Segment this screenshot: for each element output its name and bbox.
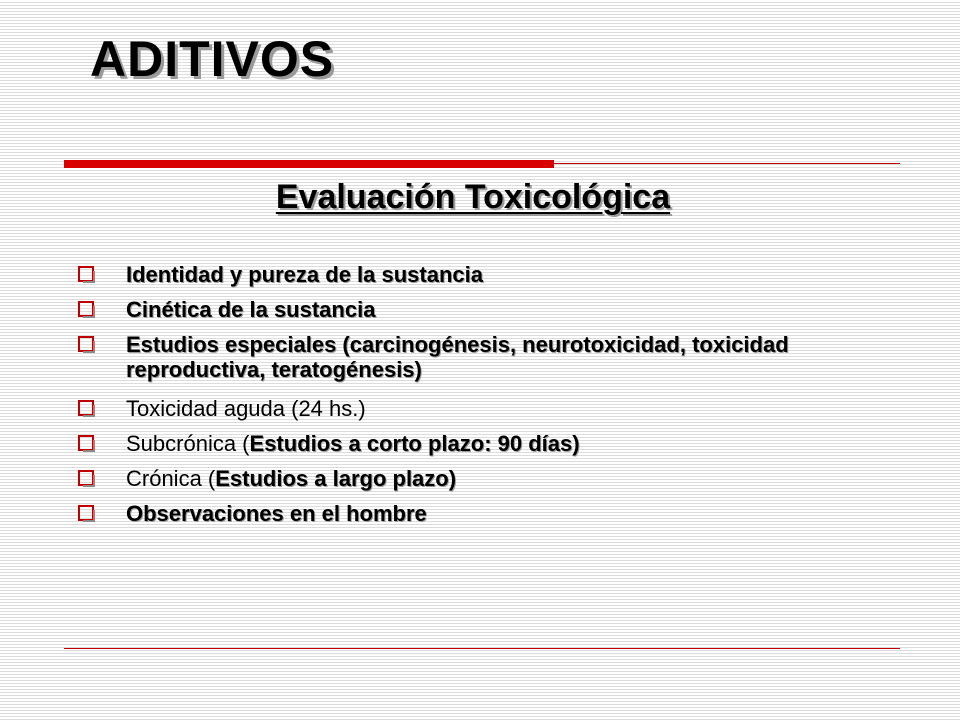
bullet-item-human-observations <box>76 501 906 526</box>
accent-bar <box>64 160 554 168</box>
slide-subtitle: Evaluación Toxicológica <box>275 178 671 216</box>
bullet-text: Estudios especiales (carcinogénesis, neurotoxicidad, toxicidad reproductiva, teratogénesis) <box>126 332 789 382</box>
bullet-text: Toxicidad aguda (24 hs.) <box>126 396 366 421</box>
bullet-text: Observaciones en el hombre <box>126 501 427 526</box>
bullet-text-plain: Crónica ( <box>126 466 216 491</box>
hollow-square-bullet-icon <box>78 400 94 416</box>
hollow-square-bullet-icon <box>78 505 94 521</box>
slide-title: ADITIVOS <box>90 31 335 87</box>
bottom-divider-line <box>64 648 900 649</box>
bullet-item-special-studies <box>76 332 906 382</box>
bullet-text-bold: Estudios a corto plazo: 90 días) <box>249 431 580 456</box>
bullet-text: Identidad y pureza de la sustancia <box>126 262 483 287</box>
bullet-item-chronic <box>76 466 906 491</box>
bullet-text-bold: Estudios a largo plazo) <box>215 466 457 491</box>
bullet-item-kinetics <box>76 297 906 322</box>
bullet-item-acute-toxicity <box>76 396 906 421</box>
hollow-square-bullet-icon <box>78 336 94 352</box>
bullet-item-subchronic <box>76 431 906 456</box>
hollow-square-bullet-icon <box>78 301 94 317</box>
hollow-square-bullet-icon <box>78 266 94 282</box>
hollow-square-bullet-icon <box>78 435 94 451</box>
bullet-text-plain: Subcrónica ( <box>126 431 250 456</box>
bullet-list <box>76 262 906 536</box>
bullet-text: Cinética de la sustancia <box>126 297 376 322</box>
bullet-item-identity <box>76 262 906 287</box>
hollow-square-bullet-icon <box>78 470 94 486</box>
